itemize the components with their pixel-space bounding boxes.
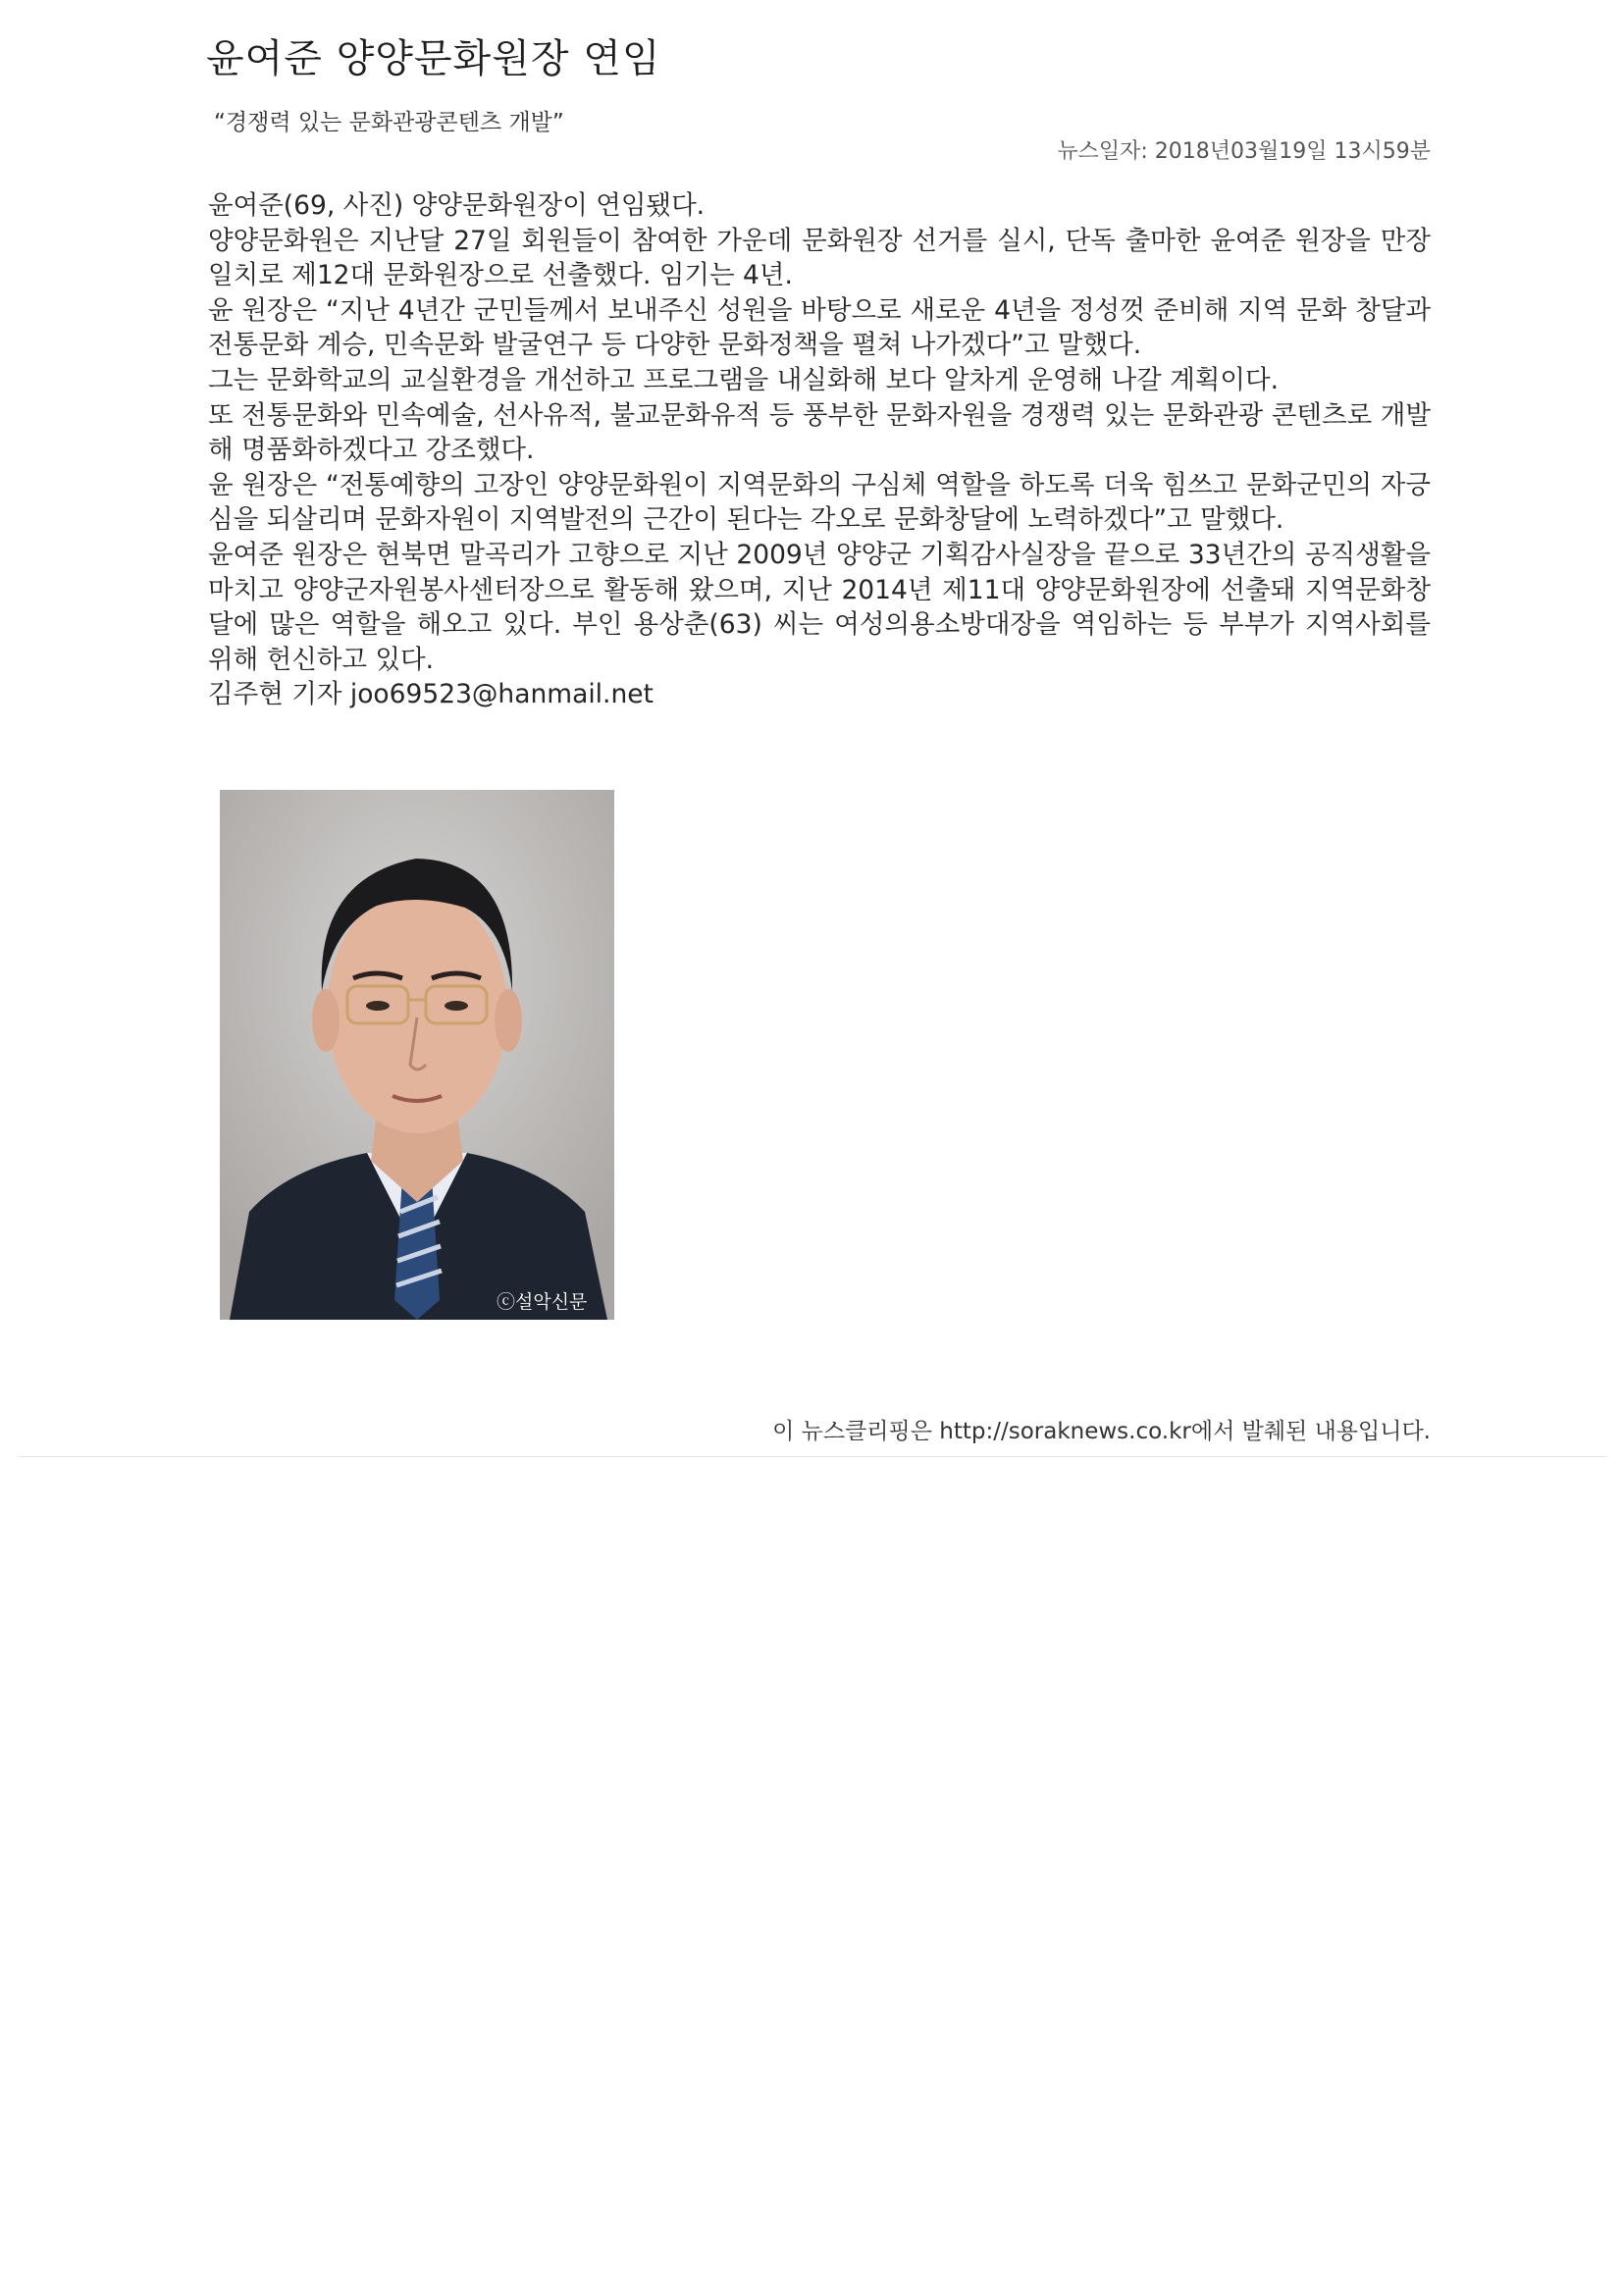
paragraph-4: 그는 문화학교의 교실환경을 개선하고 프로그램을 내실화해 보다 알차게 운영해 나갈 계획이다. <box>208 364 1280 395</box>
paragraph-6: 윤 원장은 “전통예향의 고장인 양양문화원이 지역문화의 구심체 역할을 하도록 더욱 힘쓰고 문화군민의 자긍심을 되살리며 문화자원이 지역발전의 근간이 된다는 각오로 문화창달에 노력하겠다”고 말했다. <box>208 469 1431 536</box>
portrait-illustration <box>220 790 614 1320</box>
source-note: 이 뉴스클리핑은 http://soraknews.co.kr에서 발췌된 내용입니다. <box>772 1419 1431 1444</box>
paragraph-7: 윤여준 원장은 현북면 말곡리가 고향으로 지난 2009년 양양군 기획감사실장을 끝으로 33년간의 공직생활을 마치고 양양군자원봉사센터장으로 활동해 왔으며, 지난 2014년 제11대 양양문화원장에 선출돼 지역문화창달에 많은 역할을 해오고 있다. 부인 용상춘(63) 씨는 여성의용소방대장을 역임하는 등 부부가 지역사회를 위해 헌신하고 있다. <box>208 539 1431 675</box>
news-date: 뉴스일자: 2018년03월19일 13시59분 <box>1057 139 1431 164</box>
paragraph-5: 또 전통문화와 민속예술, 선사유적, 불교문화유적 등 풍부한 문화자원을 경쟁력 있는 문화관광 콘텐츠로 개발해 명품화하겠다고 강조했다. <box>208 399 1431 466</box>
paragraph-1: 윤여준(69, 사진) 양양문화원장이 연임됐다. <box>208 190 706 221</box>
page-divider <box>18 1456 1607 1457</box>
portrait-photo <box>220 790 614 1320</box>
article-body <box>208 188 1431 712</box>
watermark-logo <box>495 1286 610 1316</box>
article-title: 윤여준 양양문화원장 연임 <box>206 36 661 81</box>
paragraph-3: 윤 원장은 “지난 4년간 군민들께서 보내주신 성원을 바탕으로 새로운 4년을 정성껏 준비해 지역 문화 창달과 전통문화 계승, 민속문화 발굴연구 등 다양한 문화정책을 펼쳐 나가겠다”고 말했다. <box>208 294 1431 361</box>
svg-text:ⓒ설악신문: ⓒ설악신문 <box>497 1291 588 1313</box>
byline: 김주현 기자 joo69523@hanmail.net <box>208 679 654 710</box>
article-subtitle: “경쟁력 있는 문화관광콘텐츠 개발” <box>214 110 564 135</box>
paragraph-2: 양양문화원은 지난달 27일 회원들이 참여한 가운데 문화원장 선거를 실시, 단독 출마한 윤여준 원장을 만장일치로 제12대 문화원장으로 선출했다. 임기는 4년. <box>208 225 1431 291</box>
